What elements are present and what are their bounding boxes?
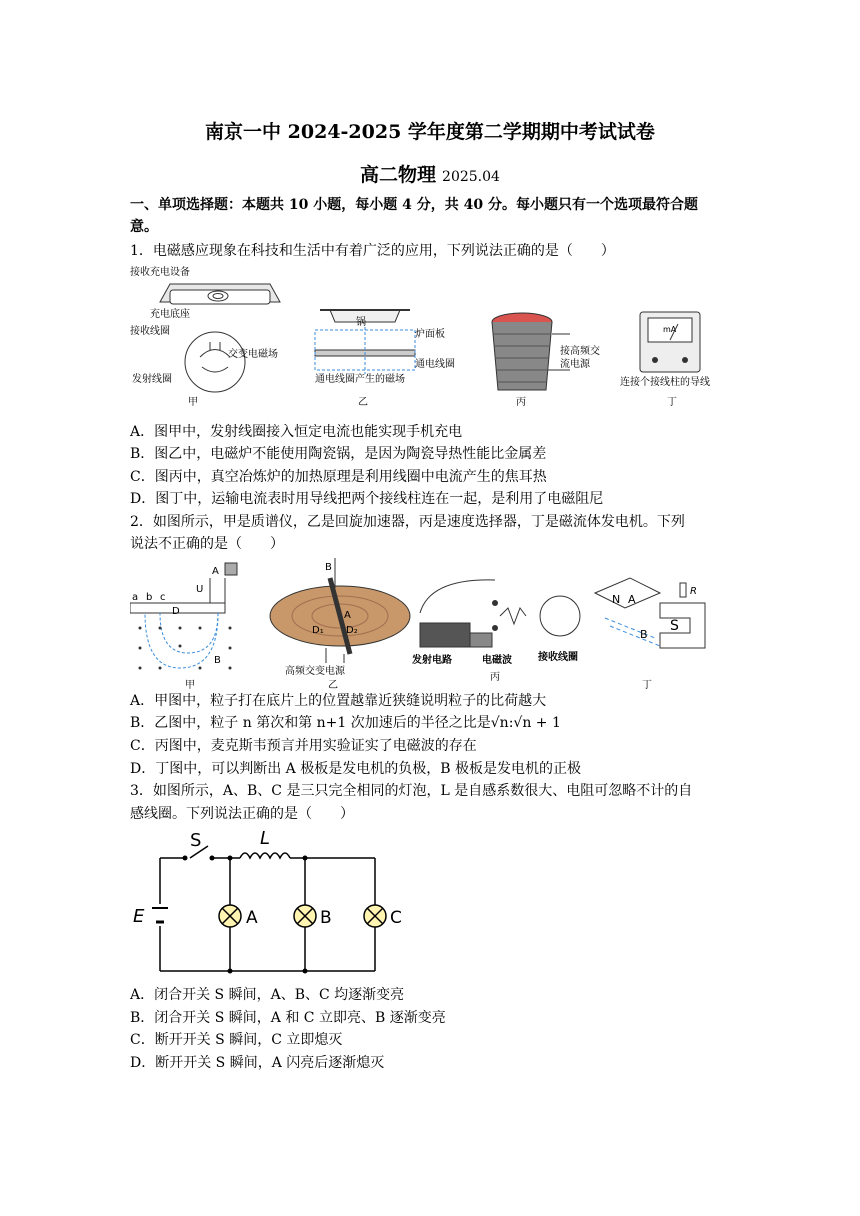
source-label: E: [133, 906, 145, 927]
q1-option-d: D．图丁中，运输电流表时用导线把两个接线柱连在一起，是利用了电磁阻尼: [130, 491, 604, 507]
section-heading-cont: 意。: [130, 219, 158, 235]
q3-stem-line2: 感线圈。下列说法正确的是（ ）: [130, 806, 354, 822]
lamp-label: A: [246, 908, 258, 928]
exam-subtitle: [0, 160, 860, 187]
fig-label: 接收线圈: [538, 652, 578, 663]
fig-label: mA: [663, 325, 677, 334]
q1-fig-bing: [492, 313, 600, 408]
q2-fig-bing: [411, 580, 580, 683]
fig-label: N: [612, 593, 621, 606]
q2-option-c: C．丙图中，麦克斯韦预言并用实验证实了电磁波的存在: [130, 738, 477, 754]
lamp-c-icon: [364, 905, 386, 927]
fig-label: B: [325, 562, 332, 573]
q2-fig-jia: [130, 563, 237, 691]
q1-option-c: C．图丙中，真空冶炼炉的加热原理是利用线圈中电流产生的焦耳热: [130, 469, 547, 485]
q2-option-b: B．乙图中，粒子 n 第次和第 n+1 次加速后的半径之比是√n:√n + 1: [130, 715, 561, 731]
q1-figures: [130, 262, 740, 412]
q1-option-b: B．图乙中，电磁炉不能使用陶瓷锅，是因为陶瓷导热性能比金属差: [130, 446, 547, 462]
q1-stem: 1．电磁感应现象在科技和生活中有着广泛的应用，下列说法正确的是（ ）: [130, 243, 615, 259]
q3-option-c: C．断开开关 S 瞬间，C 立即熄灭: [130, 1032, 343, 1048]
lamp-label: B: [320, 908, 332, 928]
fig-label: D₁: [312, 625, 324, 636]
fig-label: a: [132, 592, 139, 603]
fig-caption: 丁: [642, 680, 652, 691]
fig-caption: 甲: [188, 397, 198, 408]
q2-option-d: D．丁图中，可以判断出 A 极板是发电机的负极，B 极板是发电机的正极: [130, 761, 581, 777]
fig-label: 连接个接线柱的导线: [620, 377, 710, 388]
section-heading: 一、单项选择题：本题共 10 小题，每小题 4 分，共 40 分。每小题只有一个选项最符合题: [130, 197, 698, 213]
fig-label: 锅: [356, 317, 366, 328]
fig-label: 通电线圈: [415, 359, 455, 370]
fig-label: S: [670, 618, 679, 634]
fig-caption: 丙: [516, 397, 526, 408]
exam-title: 南京一中 2024-2025 学年度第二学期期中考试试卷: [205, 121, 655, 143]
fig-label: 发射线圈: [132, 374, 172, 385]
fig-label: 接收线圈: [130, 326, 170, 337]
lamp-b-icon: [294, 905, 316, 927]
q3-option-d: D．断开开关 S 瞬间，A 闪亮后逐渐熄灭: [130, 1055, 385, 1071]
fig-label: 发射电路: [412, 655, 452, 666]
q2-stem-line2: 说法不正确的是（ ）: [130, 536, 284, 552]
q3-option-a: A．闭合开关 S 瞬间，A、B、C 均逐渐变亮: [130, 987, 405, 1003]
inductor-label: L: [260, 828, 271, 849]
fig-label: D: [172, 606, 180, 617]
fig-label: A: [628, 593, 636, 606]
fig-label: D₂: [346, 625, 358, 636]
fig-label: 流电源: [560, 359, 590, 370]
fig-label: B: [640, 628, 648, 641]
q2-option-a: A．甲图中，粒子打在底片上的位置越靠近狭缝说明粒子的比荷越大: [130, 693, 547, 709]
q1-option-a: A．图甲中，发射线圈接入恒定电流也能实现手机充电: [130, 424, 463, 440]
q2-fig-yi: [270, 558, 410, 691]
fig-caption: 乙: [358, 397, 368, 408]
fig-caption: 丁: [667, 397, 677, 408]
fig-label: 电磁波: [482, 655, 512, 666]
fig-label: 接高频交: [560, 346, 600, 357]
fig-label: 接收充电设备: [130, 267, 190, 278]
q2-figures: [130, 558, 740, 693]
fig-label: c: [160, 592, 166, 603]
fig-label: 高频交变电源: [285, 666, 345, 677]
q2-fig-ding: [595, 578, 705, 691]
fig-caption: 丙: [490, 672, 500, 683]
lamp-a-icon: [219, 905, 241, 927]
fig-label: 充电底座: [150, 309, 190, 320]
fig-label: 通电线圈产生的磁场: [315, 374, 405, 385]
fig-caption: 乙: [328, 680, 338, 691]
fig-label: 炉面板: [415, 329, 445, 340]
q2-stem-line1: 2．如图所示，甲是质谱仪，乙是回旋加速器，丙是速度选择器，丁是磁流体发电机。下列: [130, 514, 685, 530]
fig-label: R: [690, 586, 697, 597]
q3-option-b: B．闭合开关 S 瞬间，A 和 C 立即亮、B 逐渐变亮: [130, 1010, 446, 1026]
q1-fig-yi: [315, 310, 455, 408]
exam-date: 2025.04: [442, 169, 500, 185]
q3-circuit-diagram: [130, 826, 430, 981]
fig-label: B: [214, 655, 221, 666]
fig-label: U: [196, 584, 204, 595]
fig-label: A: [344, 610, 351, 621]
fig-label: b: [146, 592, 153, 603]
fig-caption: 甲: [185, 680, 195, 691]
q3-stem-line1: 3．如图所示，A、B、C 是三只完全相同的灯泡，L 是自感系数很大、电阻可忽略不计的自: [130, 783, 693, 799]
switch-label: S: [190, 830, 202, 851]
lamp-label: C: [390, 908, 402, 928]
q1-fig-jia: [130, 265, 280, 408]
fig-label: A: [212, 566, 219, 577]
q1-fig-ding: [620, 312, 710, 408]
subject-label: 高二物理: [360, 164, 437, 186]
fig-label: 交变电磁场: [228, 349, 278, 360]
